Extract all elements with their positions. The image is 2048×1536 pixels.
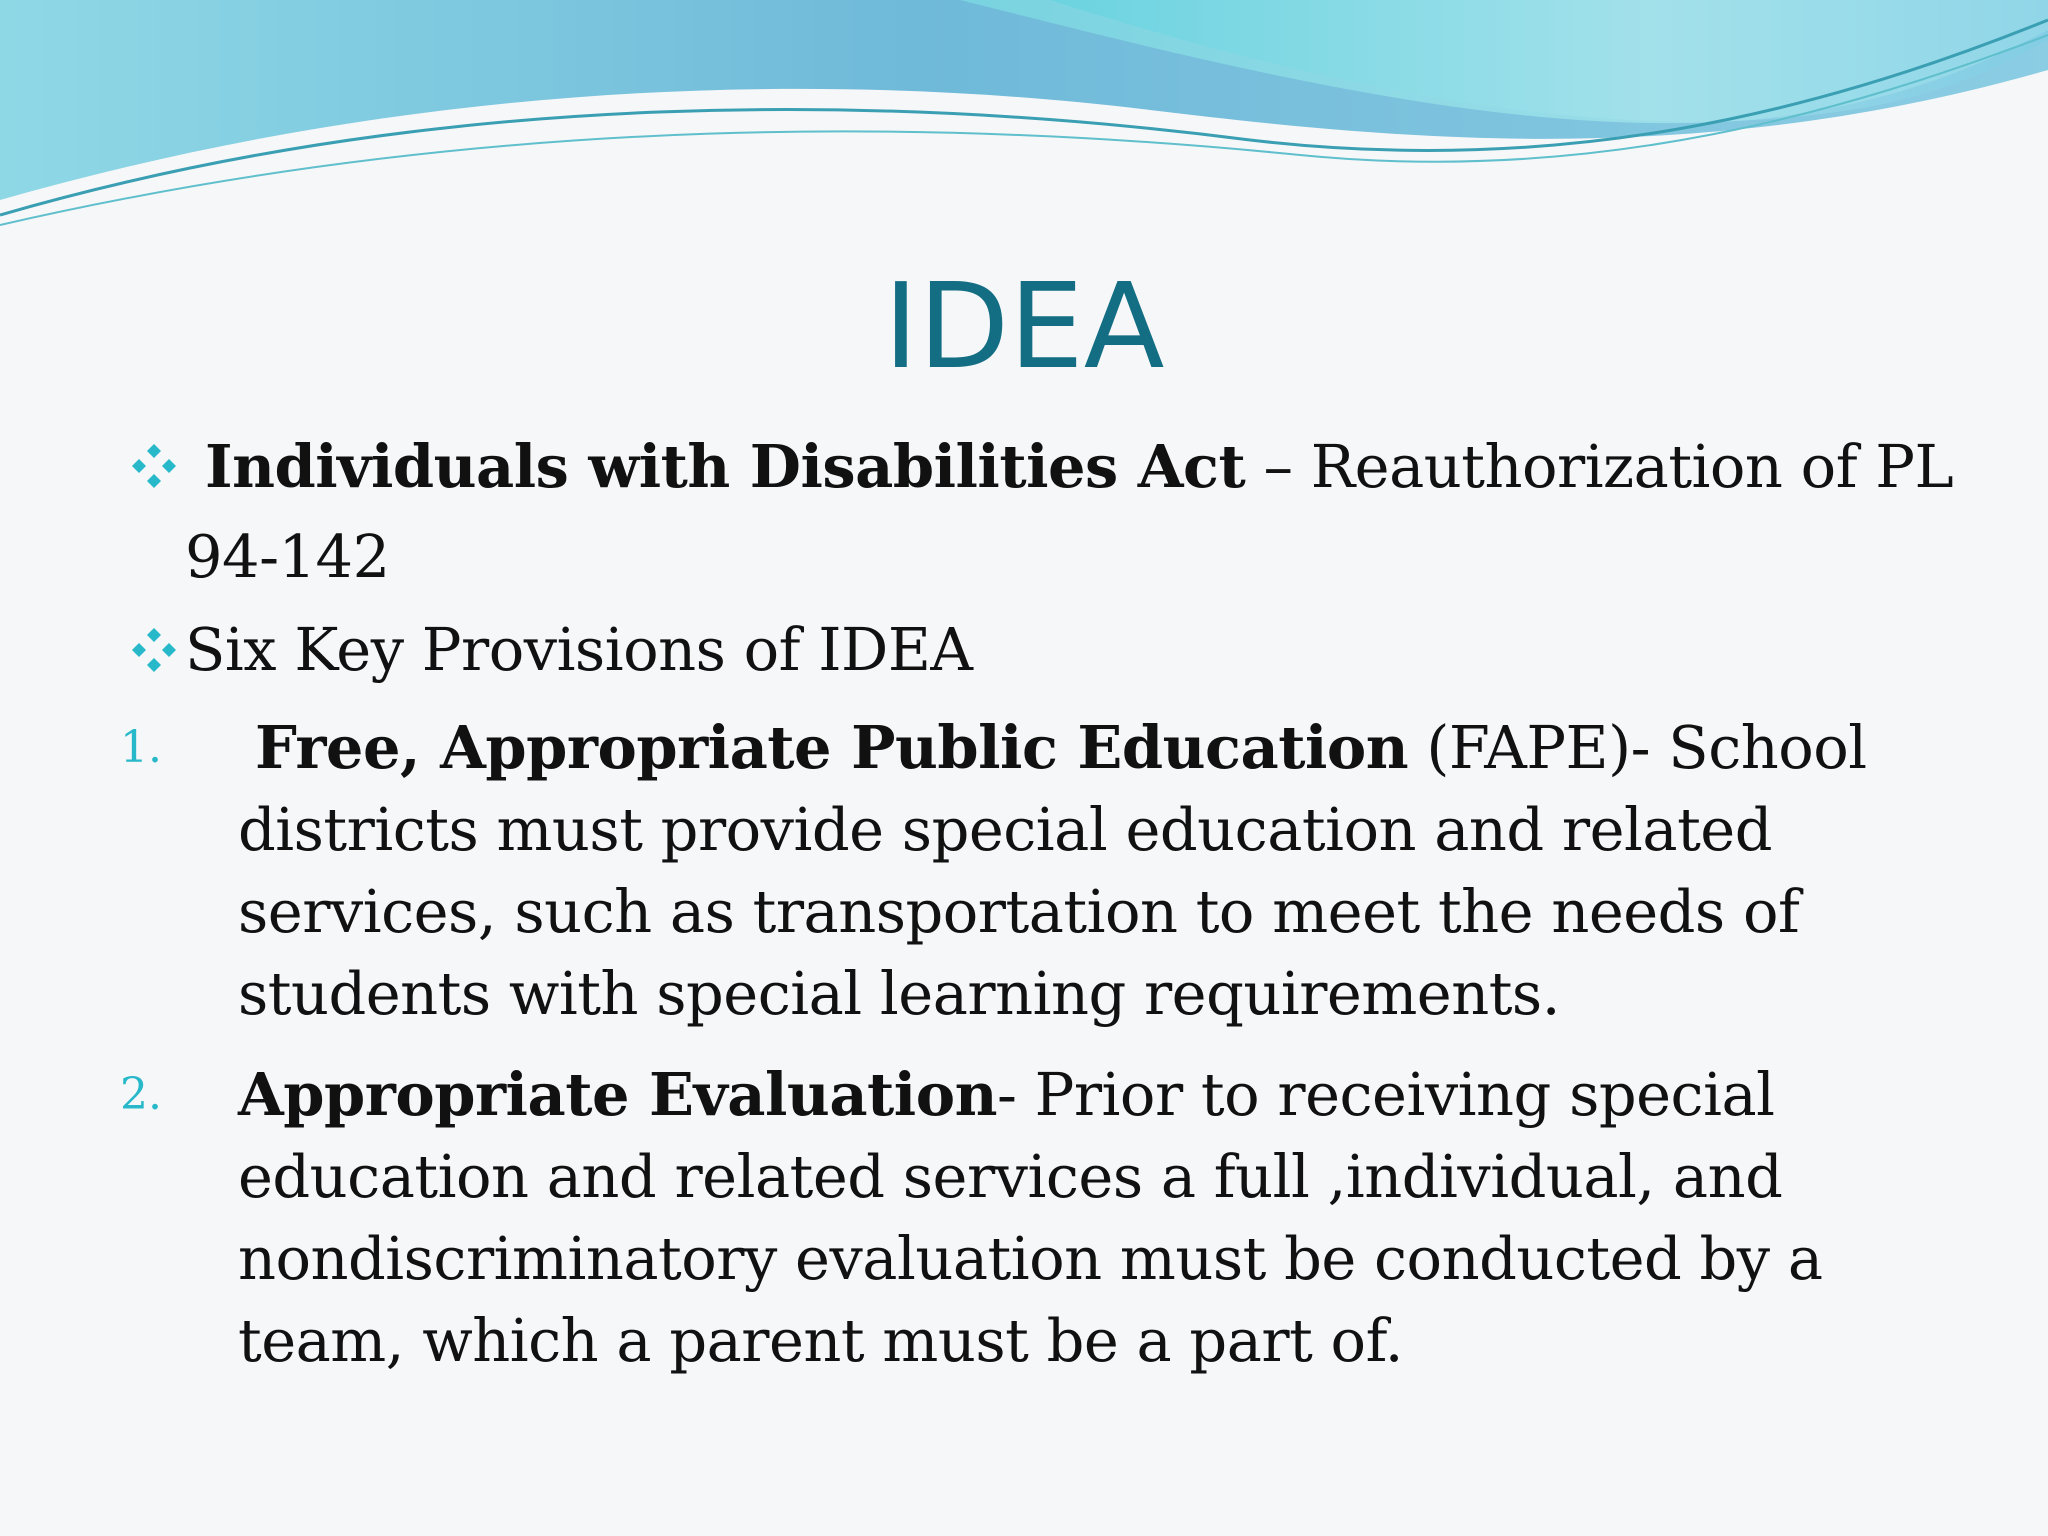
provision-fape-line2: districts must provide special education and related <box>238 795 1772 864</box>
provision-bold-text: Free, Appropriate Public Education <box>255 713 1409 782</box>
bullet-continuation: 94-142 <box>185 522 390 591</box>
header-wave-decoration <box>0 0 2048 240</box>
provision-number: 2. <box>120 1069 162 1120</box>
provision-fape-line1 <box>255 707 1867 789</box>
provision-fape-line3: services, such as transportation to meet the needs of <box>238 877 1800 946</box>
provision-number: 1. <box>120 722 162 773</box>
provision-evaluation-line2: education and related services a full ,individual, and <box>238 1142 1783 1211</box>
provision-evaluation-line4: team, which a parent must be a part of. <box>238 1306 1404 1375</box>
provision-fape-line4: students with special learning requirements. <box>238 959 1560 1028</box>
provision-bold-text: Appropriate Evaluation <box>238 1060 997 1129</box>
slide-title: IDEA <box>883 257 1165 395</box>
provision-text: (FAPE)- School <box>1408 713 1867 782</box>
bullet-text: – Reauthorization of PL <box>1245 432 1954 501</box>
bullet-six-provisions: Six Key Provisions of IDEA <box>185 615 973 684</box>
provision-evaluation-line1 <box>238 1054 1775 1136</box>
provision-text: - Prior to receiving special <box>996 1060 1775 1129</box>
bullet-bold-text: Individuals with Disabilities Act <box>205 432 1246 501</box>
bullet-individuals-act <box>205 426 1953 508</box>
diamond-bullet-icon <box>128 440 180 492</box>
diamond-bullet-icon <box>128 624 180 676</box>
provision-evaluation-line3: nondiscriminatory evaluation must be conducted by a <box>238 1224 1823 1293</box>
